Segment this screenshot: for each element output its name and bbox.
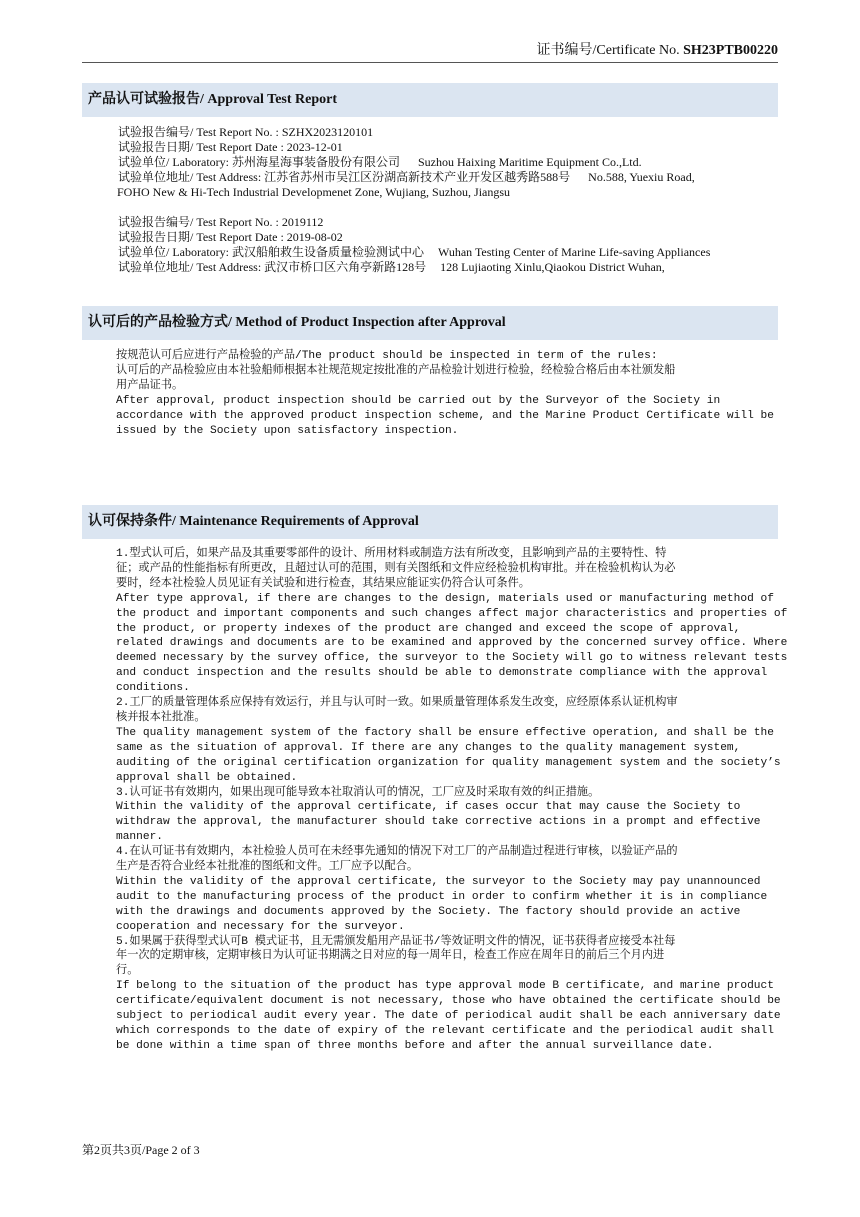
test-address-row — [118, 170, 788, 185]
test-report-date: 试验报告日期/ Test Report Date : 2019-08-02 — [118, 230, 343, 244]
section-title-maintenance-requirements: 认可保持条件/ Maintenance Requirements of Approval — [82, 505, 778, 539]
test-address-row — [118, 260, 788, 275]
test-address-en: No.588, Yuexiu Road, — [588, 170, 695, 184]
maintenance-requirements-text: 1.型式认可后，如果产品及其重要零部件的设计、所用材料或制造方法有所改变，且影响到产品的主要特性、特 征；或产品的性能指标有所更改，且超过认可的范围，则有关图纸和文件应经检验机构审批。并在检验机构认为必 要时，经本社检验人员见证有关试验和进行检查，其结果应能证实仍符合认可条件。 After type approval, if there are changes to the design, materials used or manufacturing method of the product and important components and such changes affect major characteristics and properties of the product, or property indexes of the product are changed and exceed the scope of approval, related drawings and documents are to be examined and approved by the concerned survey office. Where deemed necessary by the survey office, the surveyor to the Society will go to witness relevant tests and conduct inspection and the results should be able to demonstrate compliance with the approval conditions. 2.工厂的质量管理体系应保持有效运行，并且与认可时一致。如果质量管理体系发生改变，应经原体系认证机构审 核并报本社批准。 The quality management system of the factory shall be ensure effective operation, and shall be the same as the situation of approval. If there are any changes to the quality management system, auditing of the original certification organization for quality management system and the society’s approval shall be obtained. 3.认可证书有效期内，如果出现可能导致本社取消认可的情况，工厂应及时采取有效的纠正措施。 Within the validity of the approval certificate, if cases occur that may cause the Society to withdraw the approval, the manufacturer should take corrective actions in a prompt and effective manner. 4.在认可证书有效期内，本社检验人员可在未经事先通知的情况下对工厂的产品制造过程进行审核，以验证产品的 生产是否符合业经本社批准的图纸和文件。工厂应予以配合。 Within the validity of the approval certificate, the surveyor to the Society may pay unannounced audit to the manufacturing process of the product in order to confirm whether it is in compliance with the drawings and documents approved by the Society. The factory should provide an active cooperation and necessary for the surveyor. 5.如果属于获得型式认可B 模式证书，且无需颁发船用产品证书/等效证明文件的情况，证书获得者应接受本社每 年一次的定期审核，定期审核日为认可证书期满之日对应的每一周年日，检查工作应在周年日的前后三个月内进 行。 If belong to the situation of the product has type approval mode B certificate, and marine product certificate/equivalent document is not necessary, those who have obtained the certificate should be subject to periodical audit every year. The date of periodical audit shall be each anniversary date which corresponds to the date of expiry of the relevant certificate and the periodical audit shall be done within a time span of three months before and after the annual surveillance date. — [116, 548, 788, 1052]
test-report-no: 试验报告编号/ Test Report No. : SZHX2023120101 — [118, 125, 374, 139]
page-number-footer: 第2页共3页/Page 2 of 3 — [82, 1143, 200, 1157]
test-report-no: 试验报告编号/ Test Report No. : 2019112 — [118, 215, 324, 229]
test-report-block-1 — [118, 125, 788, 200]
laboratory-cn: 试验单位/ Laboratory: 苏州海星海事装备股份有限公司 — [118, 155, 400, 169]
test-address-en-line2: FOHO New & Hi-Tech Industrial Developmenet Zone, Wujiang, Suzhou, Jiangsu — [117, 185, 511, 199]
method-of-inspection-text: 按规范认可后应进行产品检验的产品/The product should be inspected in term of the rules: 认可后的产品检验应由本社验船师根据本社规范规定按批准的产品检验计划进行检验，经检验合格后由本社颁发船 用产品证书。 After approval, product inspection should be carried out by the Surveyor of the Society in accordance with the approved product inspection scheme, and the Marine Product Certificate will be issued by the Society upon satisfactory inspection. — [116, 350, 774, 437]
certificate-number: SH23PTB00220 — [683, 43, 778, 58]
laboratory-en: Suzhou Haixing Maritime Equipment Co.,Ltd. — [417, 155, 642, 169]
test-address-cn: 试验单位地址/ Test Address: 江苏省苏州市吴江区汾湖高新技术产业开发区越秀路588号 — [118, 170, 571, 184]
laboratory-cn: 试验单位/ Laboratory: 武汉船舶救生设备质量检验测试中心 — [118, 245, 424, 259]
certificate-number-header — [82, 42, 778, 63]
test-address-cn: 试验单位地址/ Test Address: 武汉市桥口区六角亭新路128号 — [118, 260, 427, 274]
section-title-method-of-inspection: 认可后的产品检验方式/ Method of Product Inspection after Approval — [82, 306, 778, 340]
laboratory-row — [118, 245, 788, 260]
certificate-number-prefix: 证书编号/Certificate No. — [536, 43, 684, 58]
test-report-block-2 — [118, 215, 788, 275]
laboratory-row — [118, 155, 788, 170]
test-address-en: 128 Lujiaoting Xinlu,Qiaokou District Wuhan, — [440, 260, 665, 274]
section-title-approval-test-report: 产品认可试验报告/ Approval Test Report — [82, 83, 778, 117]
test-report-date: 试验报告日期/ Test Report Date : 2023-12-01 — [118, 140, 343, 154]
laboratory-en: Wuhan Testing Center of Marine Life-saving Appliances — [437, 245, 711, 259]
